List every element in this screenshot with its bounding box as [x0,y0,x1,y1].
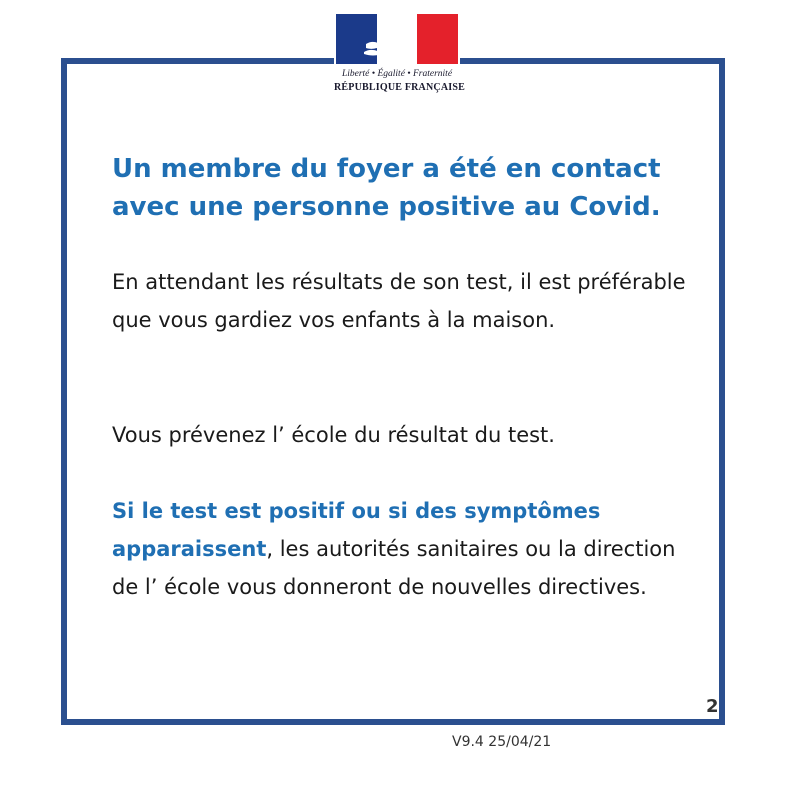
paragraph-positive-test [112,492,702,606]
marianne-flag-icon [336,14,458,64]
version-label: V9.4 25/04/21 [452,734,552,750]
motto: Liberté • Égalité • Fraternité [341,69,453,79]
paragraph-waiting-results: En attendant les résultats de son test, il est préférable que vous gardiez vos enfants à la maison. [112,270,686,332]
paragraph-inform-school: Vous prévenez l’ école du résultat du test. [112,423,555,447]
highlight-text: Si le test est positif ou si des symptômes apparaissent [112,499,601,561]
page-title: Un membre du foyer a été en contact avec une personne positive au Covid. [112,154,661,222]
page-number: 2 [706,696,719,717]
republic-name: RÉPUBLIQUE FRANÇAISE [334,82,465,93]
paragraph-rest: , les autorités sanitaires ou la direction de l’ école vous donneront de nouvelles directives. [112,537,676,599]
republique-francaise-logo [334,14,465,106]
